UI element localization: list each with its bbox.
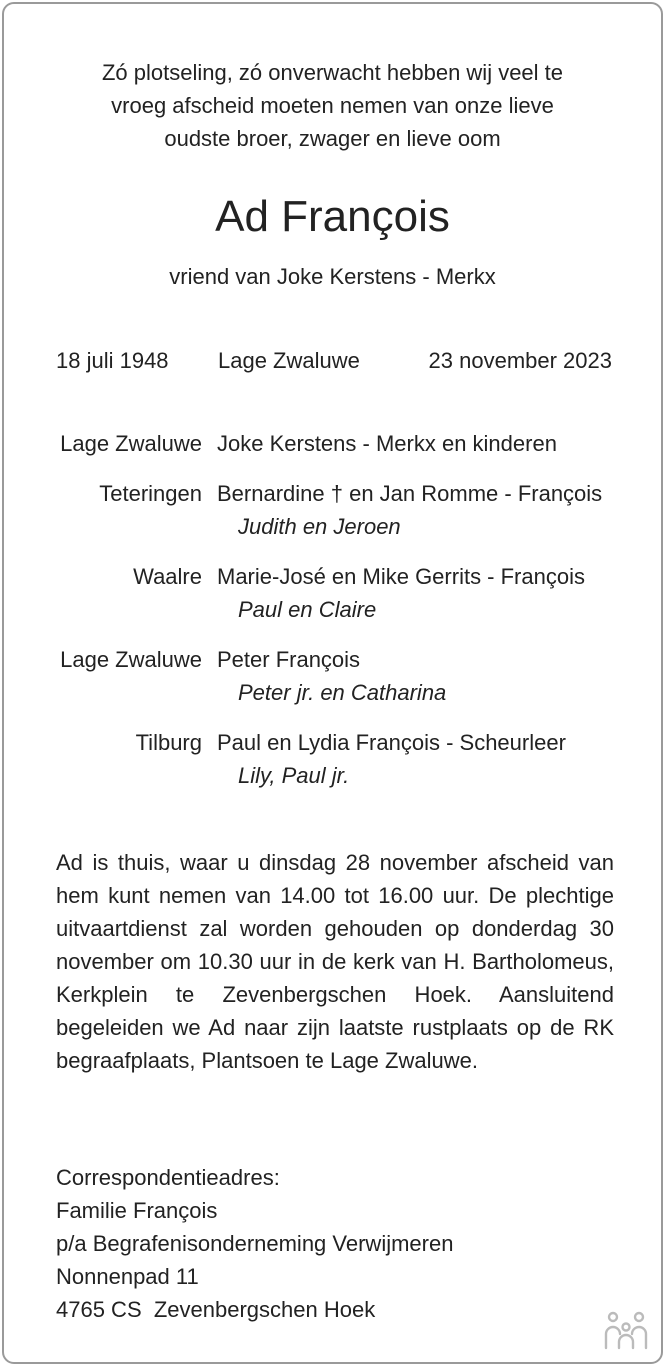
deceased-name: Ad François xyxy=(215,192,450,241)
family-place: Tilburg xyxy=(135,730,202,755)
relation-subtitle: vriend van Joke Kerstens - Merkx xyxy=(169,264,496,289)
address-line: Nonnenpad 11 xyxy=(56,1264,199,1289)
family-children: Peter jr. en Catharina xyxy=(238,680,447,705)
dates-row xyxy=(4,346,661,376)
birth-place: Lage Zwaluwe xyxy=(218,348,360,373)
family-children: Judith en Jeroen xyxy=(238,514,401,539)
service-details: Ad is thuis, waar u dinsdag 28 november afscheid van hem kunt nemen van 14.00 tot 16.00 uur. De plechtige uitvaartdienst zal worden gehouden op donderdag 30 november om 10.30 uur in de kerk van H. Bartholomeus, Kerkplein te Zevenbergschen Hoek. Aansluitend begeleiden we Ad naar zijn laatste rustplaats op de RK begraafplaats, Plantsoen te Lage Zwaluwe. xyxy=(56,850,614,1073)
family-names: Marie-José en Mike Gerrits - François xyxy=(217,564,585,589)
family-place: Waalre xyxy=(133,564,202,589)
family-names: Bernardine † en Jan Romme - François xyxy=(217,481,603,506)
intro-line: oudste broer, zwager en lieve oom xyxy=(164,126,501,151)
obituary-card xyxy=(2,2,663,1364)
intro-line: Zó plotseling, zó onverwacht hebben wij veel te xyxy=(101,60,564,85)
family-names: Joke Kerstens - Merkx en kinderen xyxy=(217,431,557,456)
address-line: 4765 CS Zevenbergschen Hoek xyxy=(56,1297,376,1322)
family-place: Teteringen xyxy=(99,481,202,506)
address-line: Familie François xyxy=(56,1198,218,1223)
family-people-icon xyxy=(603,1310,649,1350)
intro-line: vroeg afscheid moeten nemen van onze lieve xyxy=(111,93,554,118)
family-children: Paul en Claire xyxy=(238,597,377,622)
death-date: 23 november 2023 xyxy=(428,348,612,373)
family-children: Lily, Paul jr. xyxy=(238,763,350,788)
birth-date: 18 juli 1948 xyxy=(56,348,169,373)
family-names: Paul en Lydia François - Scheurleer xyxy=(217,730,566,755)
family-names: Peter François xyxy=(217,647,361,672)
intro-text xyxy=(4,56,661,155)
correspondence-address xyxy=(56,1161,453,1326)
family-place: Lage Zwaluwe xyxy=(60,647,202,672)
family-place: Lage Zwaluwe xyxy=(60,431,202,456)
address-line: Correspondentieadres: xyxy=(56,1165,280,1190)
address-line: p/a Begrafenisonderneming Verwijmeren xyxy=(56,1231,454,1256)
